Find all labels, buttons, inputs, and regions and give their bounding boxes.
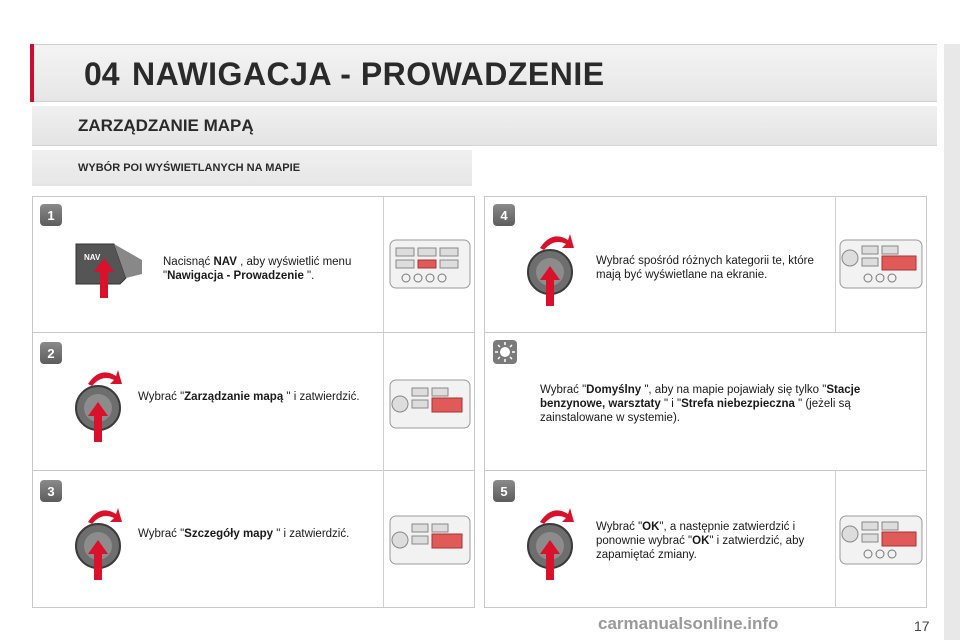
- chapter-title: NAWIGACJA - PROWADZENIE: [132, 56, 605, 92]
- radio-unit-illustration: [838, 236, 924, 292]
- nav-button-label: NAV: [84, 253, 101, 262]
- page-number: 17: [914, 618, 930, 634]
- watermark: carmanualsonline.info: [598, 614, 779, 633]
- step-badge-3: 3: [40, 480, 62, 502]
- rotary-knob-icon: [70, 500, 130, 580]
- step-separator: [32, 470, 475, 471]
- rotary-knob-icon: [522, 226, 582, 306]
- step-5-text: Wybrać "OK", a następnie zatwierdzić i ponownie wybrać "OK" i zatwierdzić, aby zapamiętać zmiany.: [596, 521, 805, 561]
- step-separator: [484, 470, 927, 471]
- chapter-tab-accent: [30, 44, 34, 102]
- radio-unit-illustration: [838, 512, 924, 568]
- section-title: ZARZĄDZANIE MAPĄ: [78, 116, 254, 135]
- tip-text: Wybrać "Domyślny ", aby na mapie pojawiały się tylko "Stacje benzynowe, warsztaty " i "Strefa niebezpieczna " (jeżeli są zainstalowane w systemie).: [540, 384, 861, 424]
- step-badge-1: 1: [40, 204, 62, 226]
- column-divider: [835, 196, 836, 332]
- step-4-text: Wybrać spośród różnych kategorii te, które mają być wyświetlane na ekranie.: [596, 255, 814, 281]
- radio-unit-illustration: [388, 512, 472, 568]
- step-3-text: Wybrać "Szczegóły mapy " i zatwierdzić.: [138, 528, 350, 540]
- step-badge-5: 5: [493, 480, 515, 502]
- step-2-text: Wybrać "Zarządzanie mapą " i zatwierdzić.: [138, 391, 360, 403]
- column-divider: [835, 470, 836, 608]
- rotary-knob-icon: [70, 362, 130, 442]
- step-badge-4: 4: [493, 204, 515, 226]
- chapter-number: 04: [84, 56, 120, 92]
- radio-unit-illustration: [388, 236, 472, 292]
- column-divider: [383, 196, 384, 608]
- subsection-title: WYBÓR POI WYŚWIETLANYCH NA MAPIE: [78, 162, 301, 174]
- step-1-text: Nacisnąć NAV , aby wyświetlić menu "Nawigacja - Prowadzenie ".: [163, 256, 352, 282]
- radio-unit-illustration: [388, 376, 472, 432]
- step-badge-2: 2: [40, 342, 62, 364]
- tip-lightbulb-icon: [493, 340, 517, 364]
- nav-button-illustration: [70, 238, 150, 300]
- step-separator: [32, 332, 475, 333]
- step-separator: [484, 332, 927, 333]
- rotary-knob-icon: [522, 500, 582, 580]
- page-edge-strip: [944, 44, 960, 640]
